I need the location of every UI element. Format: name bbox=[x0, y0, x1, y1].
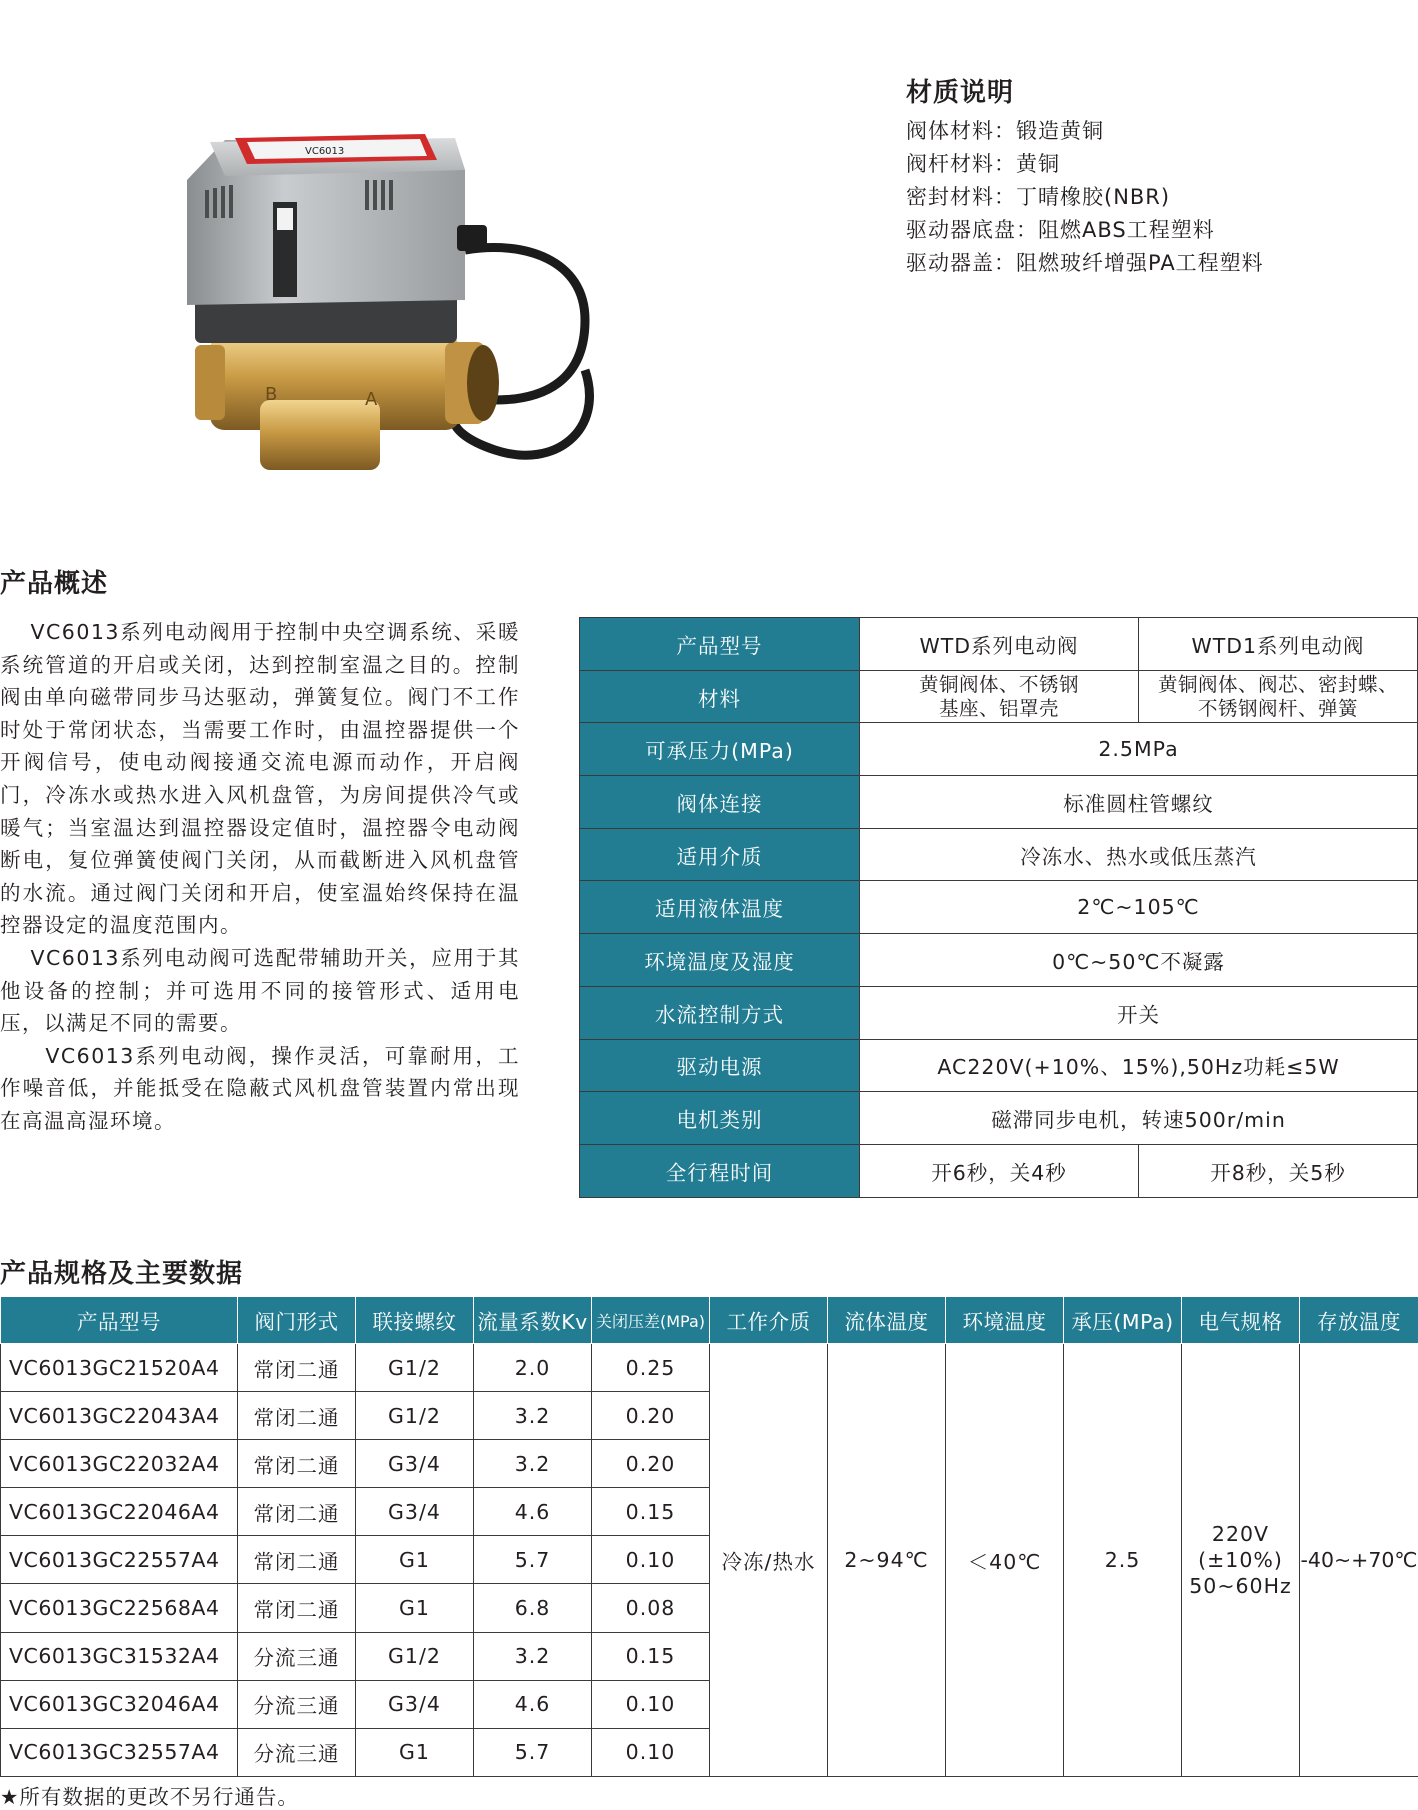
model-cell: VC6013GC22557A4 bbox=[1, 1536, 238, 1584]
model-cell: VC6013GC32557A4 bbox=[1, 1728, 238, 1776]
model-cell: VC6013GC22032A4 bbox=[1, 1440, 238, 1488]
valve-port-b: B bbox=[265, 384, 278, 405]
spec-label: 水流控制方式 bbox=[580, 986, 860, 1039]
material-row: 驱动器底盘：阻燃ABS工程塑料 bbox=[906, 218, 1215, 242]
overview-title: 产品概述 bbox=[0, 569, 109, 599]
kv-cell: 2.0 bbox=[474, 1344, 592, 1392]
spec-value-line: 不锈钢阀杆、弹簧 bbox=[1197, 696, 1358, 720]
spec-label: 适用液体温度 bbox=[580, 881, 860, 934]
spec-value: 2℃~105℃ bbox=[860, 881, 1418, 934]
spec-row bbox=[580, 1092, 1418, 1145]
spec-label: 全行程时间 bbox=[580, 1144, 860, 1197]
column-header: 工作介质 bbox=[710, 1297, 828, 1344]
spec-table bbox=[579, 617, 1418, 1198]
spec-value-line: 黄铜阀体、阀芯、密封蝶、 bbox=[1157, 672, 1398, 696]
electric-line: (±10%) bbox=[1198, 1547, 1283, 1572]
column-header: 电气规格 bbox=[1182, 1297, 1300, 1344]
product-photo bbox=[165, 130, 670, 495]
spec-value-wtd1 bbox=[1139, 670, 1418, 723]
spec-value-wtd bbox=[860, 670, 1139, 723]
kv-cell: 6.8 bbox=[474, 1584, 592, 1632]
ambient-temp-cell: ＜40℃ bbox=[946, 1344, 1064, 1777]
valve-type-cell: 常闭二通 bbox=[238, 1536, 356, 1584]
fluid-temp-cell: 2~94℃ bbox=[828, 1344, 946, 1777]
valve-type-cell: 分流三通 bbox=[238, 1632, 356, 1680]
spec-row bbox=[580, 618, 1418, 671]
valve-port-a: A bbox=[365, 389, 378, 410]
table-row bbox=[1, 1344, 1418, 1392]
column-header: 环境温度 bbox=[946, 1297, 1064, 1344]
spec-value: 2.5MPa bbox=[860, 723, 1418, 776]
spec-value-wtd1: WTD1系列电动阀 bbox=[1139, 618, 1418, 671]
column-header: 联接螺纹 bbox=[356, 1297, 474, 1344]
spec-label: 产品型号 bbox=[580, 618, 860, 671]
spec-label: 环境温度及湿度 bbox=[580, 934, 860, 987]
close-pressure-cell: 0.10 bbox=[592, 1728, 710, 1776]
column-header: 阀门形式 bbox=[238, 1297, 356, 1344]
electric-cell bbox=[1182, 1344, 1300, 1777]
material-row: 驱动器盖：阻燃玻纤增强PA工程塑料 bbox=[906, 251, 1264, 275]
close-pressure-cell: 0.25 bbox=[592, 1344, 710, 1392]
kv-cell: 3.2 bbox=[474, 1392, 592, 1440]
spec-label: 材料 bbox=[580, 670, 860, 723]
kv-cell: 3.2 bbox=[474, 1440, 592, 1488]
spec-row bbox=[580, 723, 1418, 776]
model-cell: VC6013GC31532A4 bbox=[1, 1632, 238, 1680]
spec-row bbox=[580, 1039, 1418, 1092]
material-row: 阀体材料：锻造黄铜 bbox=[906, 119, 1104, 143]
close-pressure-cell: 0.20 bbox=[592, 1440, 710, 1488]
medium-cell: 冷冻/热水 bbox=[710, 1344, 828, 1777]
spec-value: 标准圆柱管螺纹 bbox=[860, 776, 1418, 829]
column-header: 存放温度 bbox=[1300, 1297, 1418, 1344]
thread-cell: G1/2 bbox=[356, 1344, 474, 1392]
kv-cell: 3.2 bbox=[474, 1632, 592, 1680]
spec-row bbox=[580, 881, 1418, 934]
spec-row bbox=[580, 934, 1418, 987]
material-row: 阀杆材料：黄铜 bbox=[906, 152, 1060, 176]
product-spec-table bbox=[0, 1296, 1418, 1777]
materials-section bbox=[906, 72, 1326, 280]
overview-text bbox=[0, 616, 520, 1138]
kv-cell: 5.7 bbox=[474, 1728, 592, 1776]
model-cell: VC6013GC22568A4 bbox=[1, 1584, 238, 1632]
spec-row bbox=[580, 986, 1418, 1039]
spec-value: AC220V(+10%、15%),50Hz功耗≤5W bbox=[860, 1039, 1418, 1092]
overview-paragraph: VC6013系列电动阀可选配带辅助开关，应用于其他设备的控制；并可选用不同的接管形式、适用电压，以满足不同的需要。 bbox=[0, 945, 520, 1036]
valve-illustration bbox=[165, 130, 670, 495]
spec-value-wtd: WTD系列电动阀 bbox=[860, 618, 1139, 671]
spec-label: 驱动电源 bbox=[580, 1039, 860, 1092]
material-row: 密封材料：丁晴橡胶(NBR) bbox=[906, 185, 1171, 209]
kv-cell: 4.6 bbox=[474, 1680, 592, 1728]
kv-cell: 5.7 bbox=[474, 1536, 592, 1584]
model-cell: VC6013GC22046A4 bbox=[1, 1488, 238, 1536]
electric-line: 220V bbox=[1211, 1521, 1270, 1546]
overview-paragraph: VC6013系列电动阀用于控制中央空调系统、采暖系统管道的开启或关闭，达到控制室温之目的。控制阀由单向磁带同步马达驱动，弹簧复位。阀门不工作时处于常闭状态，当需要工作时，由温控器提供一个开阀信号，使电动阀接通交流电源而动作，开启阀门，冷冻水或热水进入风机盘管，为房间提供冷气或暖气；当室温达到温控器设定值时，温控器令电动阀断电，复位弹簧使阀门关闭，从而截断进入风机盘管的水流。通过阀门关闭和开启，使室温始终保持在温控器设定的温度范围内。 bbox=[0, 620, 520, 938]
spec-row bbox=[580, 828, 1418, 881]
spec-label: 电机类别 bbox=[580, 1092, 860, 1145]
storage-temp-cell: -40~+70℃ bbox=[1300, 1344, 1418, 1777]
column-header: 承压(MPa) bbox=[1064, 1297, 1182, 1344]
model-cell: VC6013GC32046A4 bbox=[1, 1680, 238, 1728]
valve-type-cell: 常闭二通 bbox=[238, 1584, 356, 1632]
spec-value: 0℃~50℃不凝露 bbox=[860, 934, 1418, 987]
spec-label: 适用介质 bbox=[580, 828, 860, 881]
model-cell: VC6013GC21520A4 bbox=[1, 1344, 238, 1392]
kv-cell: 4.6 bbox=[474, 1488, 592, 1536]
overview-paragraph: VC6013系列电动阀，操作灵活，可靠耐用，工作噪音低，并能抵受在隐蔽式风机盘管装置内常出现在高温高湿环境。 bbox=[0, 1043, 520, 1133]
column-header: 流体温度 bbox=[828, 1297, 946, 1344]
thread-cell: G3/4 bbox=[356, 1488, 474, 1536]
spec-value-line: 黄铜阀体、不锈钢 bbox=[918, 672, 1079, 696]
column-header: 流量系数Kv bbox=[474, 1297, 592, 1344]
spec-label: 阀体连接 bbox=[580, 776, 860, 829]
table-header-row bbox=[1, 1297, 1418, 1344]
materials-title: 材质说明 bbox=[906, 78, 1015, 108]
spec-value-wtd1: 开8秒，关5秒 bbox=[1139, 1144, 1418, 1197]
actuator-label: VC6013 bbox=[305, 146, 345, 157]
close-pressure-cell: 0.15 bbox=[592, 1632, 710, 1680]
spec-label: 可承压力(MPa) bbox=[580, 723, 860, 776]
electric-line: 50~60Hz bbox=[1189, 1573, 1292, 1598]
thread-cell: G1/2 bbox=[356, 1632, 474, 1680]
thread-cell: G1 bbox=[356, 1728, 474, 1776]
valve-type-cell: 分流三通 bbox=[238, 1728, 356, 1776]
specs-title: 产品规格及主要数据 bbox=[0, 1259, 244, 1289]
spec-value-wtd: 开6秒，关4秒 bbox=[860, 1144, 1139, 1197]
thread-cell: G3/4 bbox=[356, 1680, 474, 1728]
valve-type-cell: 分流三通 bbox=[238, 1680, 356, 1728]
spec-value: 磁滞同步电机，转速500r/min bbox=[860, 1092, 1418, 1145]
valve-type-cell: 常闭二通 bbox=[238, 1344, 356, 1392]
valve-type-cell: 常闭二通 bbox=[238, 1392, 356, 1440]
spec-row bbox=[580, 776, 1418, 829]
thread-cell: G1 bbox=[356, 1536, 474, 1584]
pressure-cell: 2.5 bbox=[1064, 1344, 1182, 1777]
thread-cell: G1/2 bbox=[356, 1392, 474, 1440]
close-pressure-cell: 0.20 bbox=[592, 1392, 710, 1440]
valve-type-cell: 常闭二通 bbox=[238, 1488, 356, 1536]
close-pressure-cell: 0.10 bbox=[592, 1680, 710, 1728]
footnote: ★所有数据的更改不另行通告。 bbox=[0, 1785, 299, 1809]
close-pressure-cell: 0.15 bbox=[592, 1488, 710, 1536]
spec-value: 开关 bbox=[860, 986, 1418, 1039]
close-pressure-cell: 0.10 bbox=[592, 1536, 710, 1584]
column-header: 关闭压差(MPa) bbox=[592, 1297, 710, 1344]
valve-type-cell: 常闭二通 bbox=[238, 1440, 356, 1488]
model-cell: VC6013GC22043A4 bbox=[1, 1392, 238, 1440]
spec-row bbox=[580, 1144, 1418, 1197]
spec-row bbox=[580, 670, 1418, 723]
column-header: 产品型号 bbox=[1, 1297, 238, 1344]
thread-cell: G1 bbox=[356, 1584, 474, 1632]
spec-value-line: 基座、铝罩壳 bbox=[938, 696, 1059, 720]
thread-cell: G3/4 bbox=[356, 1440, 474, 1488]
spec-value: 冷冻水、热水或低压蒸汽 bbox=[860, 828, 1418, 881]
close-pressure-cell: 0.08 bbox=[592, 1584, 710, 1632]
